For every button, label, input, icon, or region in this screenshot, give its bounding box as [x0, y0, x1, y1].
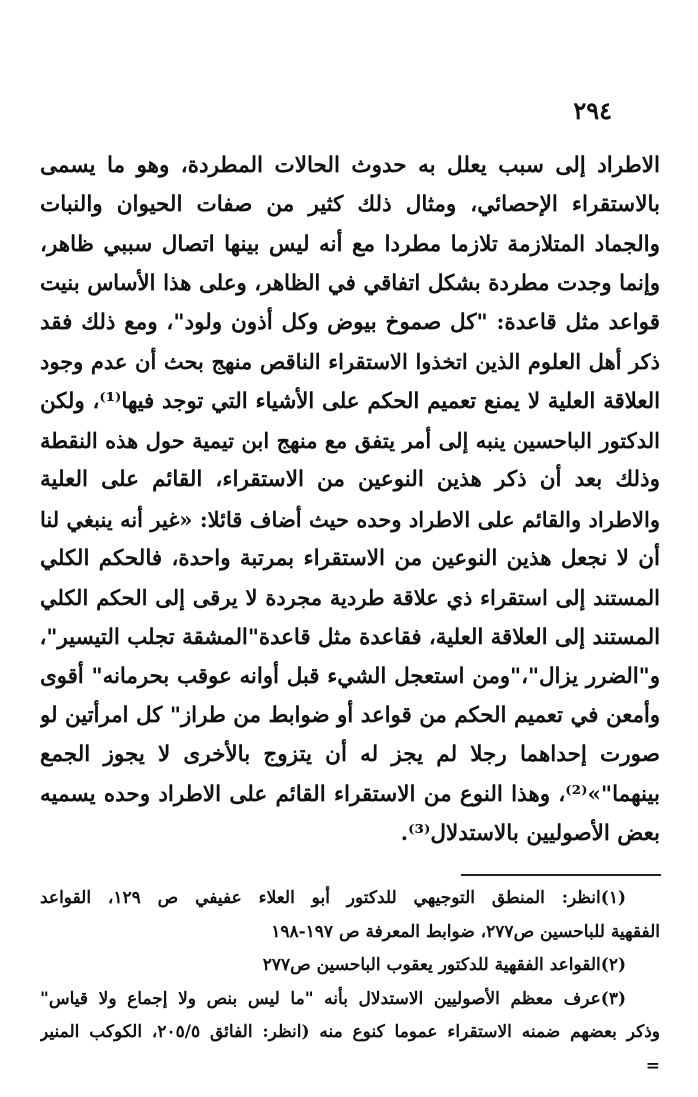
text-line: بالاستقراء الإحصائي، ومثال ذلك كثير من صفات الحيوان والنبات: [40, 192, 660, 218]
text-line: قواعد مثل قاعدة: "كل صموخ بيوض وكل أذون ولود"، ومع ذلك فقد: [40, 310, 660, 336]
footnote-line: (٢)القواعد الفقهية للدكتور يعقوب الباحسين ص٢٧٧: [262, 955, 626, 976]
text-line: بعض الأصوليين بالاستدلال⁽³⁾.: [400, 821, 660, 847]
page-number: ٢٩٤: [573, 96, 612, 125]
footnote-continuation-mark: =: [645, 1055, 660, 1076]
footnote-line: (٣)عرف معظم الأصوليين الاستدلال بأنه "ما ليس بنص ولا إجماع ولا قياس": [40, 988, 626, 1009]
text-line: العلاقة العلية لا يمنع تعميم الحكم على الأشياء التي توجد فيها⁽¹⁾، ولكن: [40, 388, 660, 414]
text-line: والاطراد والقائم على الاطراد وحده حيث أضاف قائلا: «غير أنه ينبغي لنا: [40, 506, 660, 532]
text-line: الاطراد إلى سبب يعلل به حدوث الحالات المطردة، وهو ما يسمى: [40, 153, 660, 178]
text-line: بينهما"»⁽²⁾، وهذا النوع من الاستقراء القائم على الاطراد وحده يسميه: [40, 781, 660, 807]
footnote-separator: [461, 874, 661, 876]
text-line: المستند إلى العلاقة العلية، فقاعدة مثل قاعدة"المشقة تجلب التيسير"،: [40, 624, 660, 650]
text-line: وذلك بعد أن ذكر هذين النوعين من الاستقراء، القائم على العلية: [40, 467, 660, 493]
text-line: أن لا نجعل هذين النوعين من الاستقراء بمرتبة واحدة، فالحكم الكلي: [40, 545, 660, 571]
text-line: وأمعن في تعميم الحكم من قواعد أو ضوابط من طراز" كل امرأتين لو: [40, 703, 660, 729]
text-line: و"الضرر يزال"،"ومن استعجل الشيء قبل أوانه عوقب بحرمانه" أقوى: [40, 663, 660, 689]
footnote-line: (١)انظر: المنطق التوجيهي للدكتور أبو العلاء عفيفي ص ١٢٩، القواعد: [40, 888, 626, 908]
footnotes: [40, 882, 660, 1084]
text-line: والجماد المتلازمة تلازما مطردا مع أنه ليس بينها اتصال سببي ظاهر،: [40, 231, 660, 257]
footnote-line: وذكر بعضهم ضمنه الاستقراء عموما كنوع منه (انظر: الفائق ٢٠٥/٥، الكوكب المنير: [40, 1022, 660, 1043]
text-line: الدكتور الباحسين ينبه إلى أمر يتفق مع منهج ابن تيمية حول هذه النقطة: [40, 428, 660, 454]
text-line: ذكر أهل العلوم الذين اتخذوا الاستقراء الناقص منهج بحث أن عدم وجود: [40, 349, 660, 375]
text-line: صورت إحداهما رجلا لم يجز له أن يتزوج بالأخرى لا يجوز الجمع: [40, 742, 660, 768]
text-line: وإنما وجدت مطردة بشكل اتفاقي في الظاهر، وعلى هذا الأساس بنيت: [40, 270, 660, 296]
main-text: [40, 146, 660, 853]
text-line: المستند إلى استقراء ذي علاقة طردية مجردة لا يرقى إلى الحكم الكلي: [40, 585, 660, 611]
footnote-line: الفقهية للباحسين ص٢٧٧، ضوابط المعرفة ص ١٩٧-١٩٨: [271, 921, 660, 942]
